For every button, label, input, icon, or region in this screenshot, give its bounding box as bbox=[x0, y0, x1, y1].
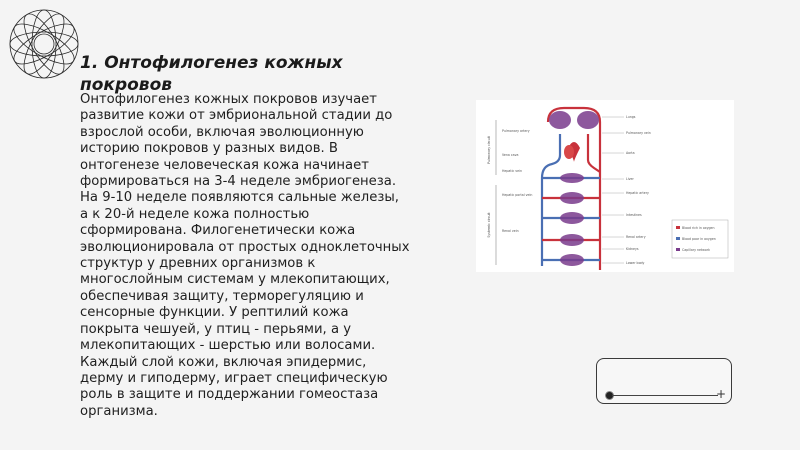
vessel-label: Pulmonary artery bbox=[502, 129, 530, 133]
legend-entry: Capillary network bbox=[682, 248, 710, 252]
right-label-group bbox=[626, 115, 651, 265]
lung-capillary-network bbox=[577, 111, 599, 129]
legend-entry: Blood rich in oxygen bbox=[682, 226, 715, 230]
progress-track[interactable] bbox=[612, 395, 718, 396]
vessel-label: Vena cava bbox=[502, 153, 519, 157]
left-label-group bbox=[502, 129, 532, 233]
organ-label: Liver bbox=[626, 177, 634, 181]
decorative-mandala-logo bbox=[4, 4, 84, 84]
diagram-legend bbox=[672, 220, 728, 258]
organ-label: Intestines bbox=[626, 213, 642, 217]
vessel-label: Renal vein bbox=[502, 229, 519, 233]
lung-capillary-network bbox=[549, 111, 571, 129]
slide-body-text: Онтофилогенез кожных покровов изучает развитие кожи от эмбриональной стадии до взрослой особи, включая эволюционную историю покровов у разных видов. В онтогенезе человеческая кожа начинает формироваться на 3-4 неделе эмбриогенеза. На 9-10 неделе появляются сальные железы, а к 20-й неделе кожа полностью сформирована. Филогенетически кожа эволюционировала от простых одноклеточных структур у древних организмов к многослойным системам у млекопитающих, обеспечивая защиту, терморегуляцию и сенсорные функции. У рептилий кожа покрыта чешуей, у птиц - перьями, а у млекопитающих - шерстью или волосами. Каждый слой кожи, включая эпидермис, дерму и гиподерму, играет специфическую роль в защите и поддержании гомеостаза организма. bbox=[80, 92, 410, 419]
kidney-capillary bbox=[560, 234, 584, 246]
intestine-capillary bbox=[560, 212, 584, 224]
lower-body-capillary bbox=[560, 254, 584, 266]
legend-swatch-capillary bbox=[676, 248, 680, 251]
upper-body-capillary bbox=[560, 173, 584, 183]
liver-capillary bbox=[560, 192, 584, 204]
pulmonary-vein-vessel bbox=[588, 134, 600, 172]
left-group-label: Pulmonary circuit bbox=[487, 136, 491, 164]
organ-label: Renal artery bbox=[626, 235, 646, 239]
circulatory-system-diagram bbox=[476, 100, 734, 272]
organ-label: Hepatic artery bbox=[626, 191, 649, 195]
legend-swatch-deoxygenated bbox=[676, 237, 680, 240]
progress-end-marker-icon: + bbox=[716, 387, 727, 401]
organ-label: Lungs bbox=[626, 115, 636, 119]
left-group-label: Systemic circuit bbox=[487, 212, 491, 238]
legend-swatch-oxygenated bbox=[676, 226, 680, 229]
organ-label: Kidneys bbox=[626, 247, 639, 251]
circulatory-diagram-svg bbox=[476, 100, 734, 272]
organ-label: Pulmonary vein bbox=[626, 131, 651, 135]
legend-entry: Blood poor in oxygen bbox=[682, 237, 716, 241]
media-player-widget[interactable] bbox=[596, 358, 732, 404]
heart-chamber bbox=[564, 145, 574, 159]
playhead-icon[interactable] bbox=[605, 391, 614, 400]
organ-label: Lower body bbox=[626, 261, 645, 265]
organ-label: Aorta bbox=[626, 151, 635, 155]
vessel-label: Hepatic vein bbox=[502, 169, 522, 173]
slide-title: 1. Онтофилогенез кожных покровов bbox=[80, 53, 343, 95]
vena-cava-vessel bbox=[542, 134, 560, 266]
vessel-label: Hepatic portal vein bbox=[502, 193, 533, 197]
